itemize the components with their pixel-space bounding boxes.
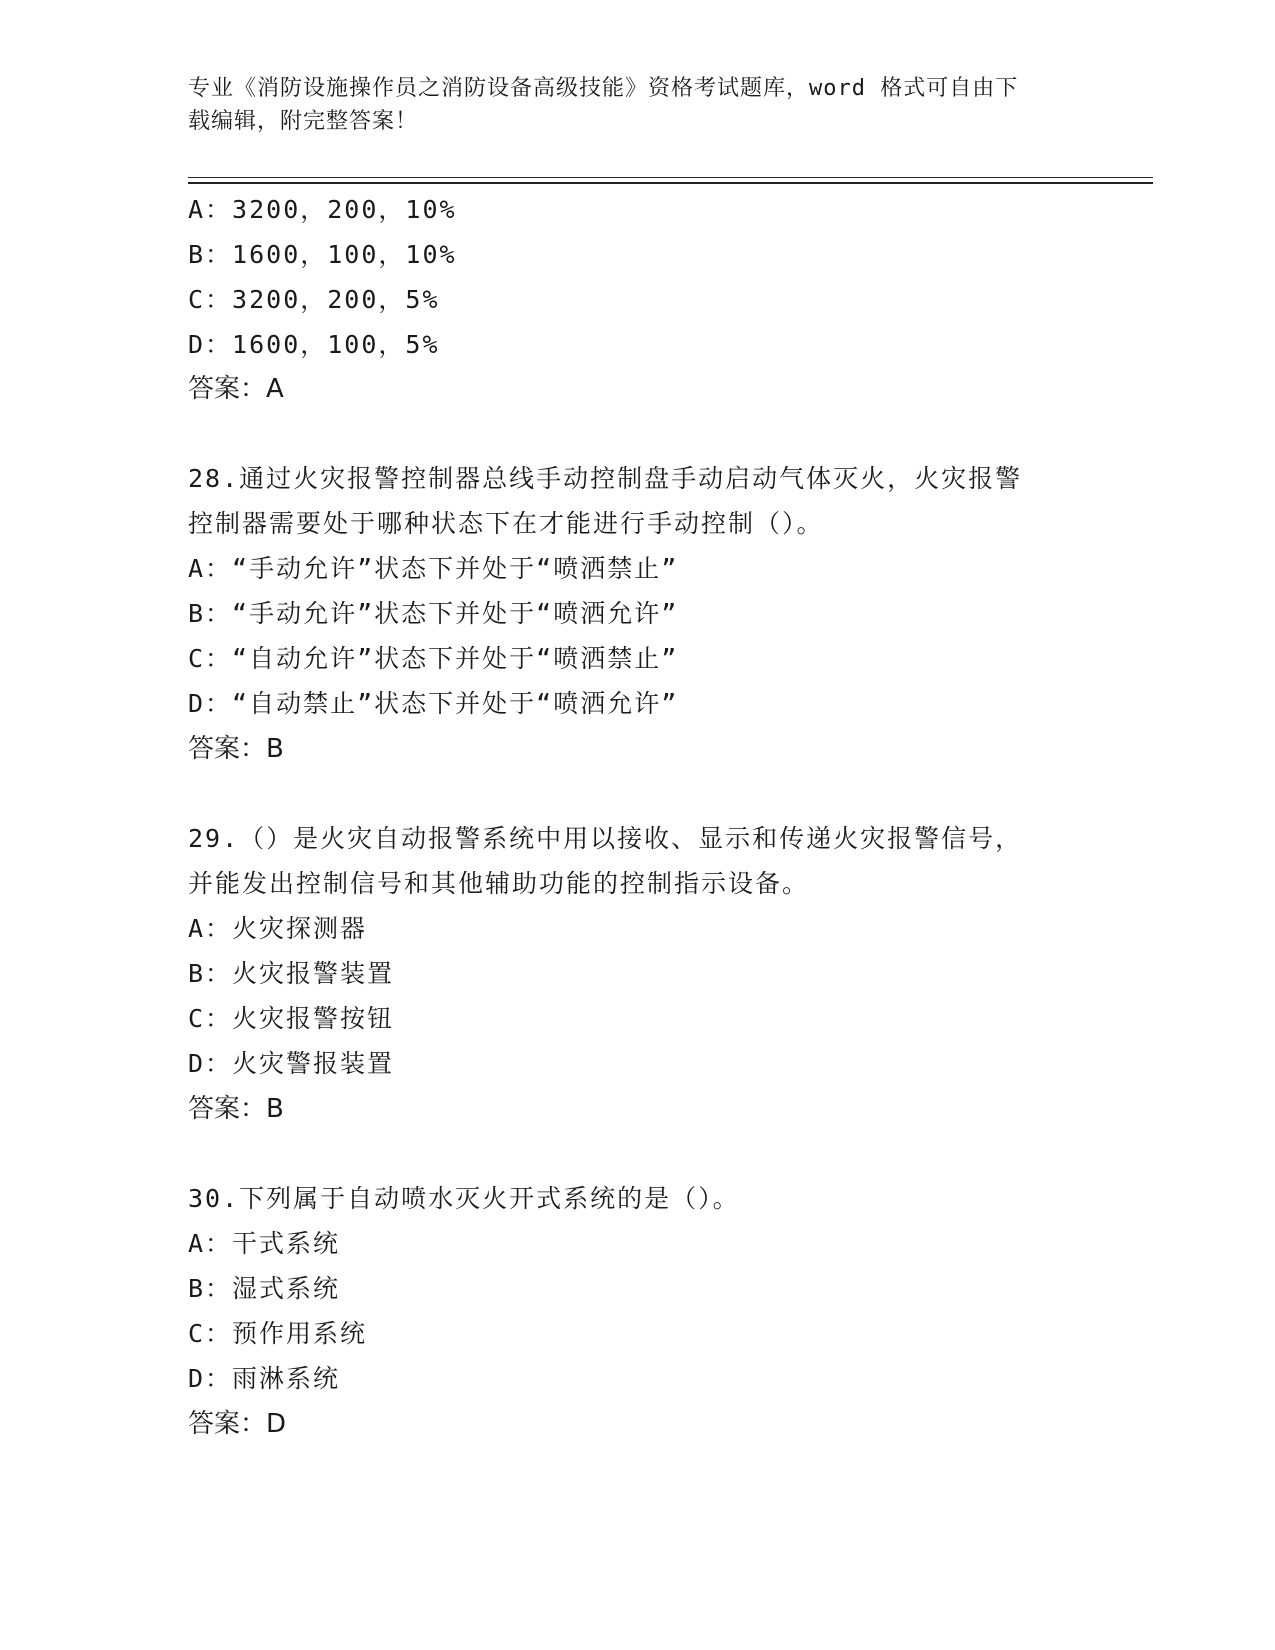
- q27-answer: 答案：A: [188, 374, 284, 404]
- q27-option-c: C：3200，200，5%: [188, 285, 440, 314]
- q28-option-b: B：“手动允许”状态下并处于“喷洒允许”: [188, 599, 679, 628]
- q28-answer: 答案：B: [188, 734, 284, 764]
- q30-option-c: C：预作用系统: [188, 1319, 368, 1348]
- q30-option-b: B：湿式系统: [188, 1274, 341, 1303]
- q30-answer: 答案：D: [188, 1409, 287, 1439]
- q29-answer: 答案：B: [188, 1094, 284, 1124]
- header-line-1: 专业《消防设施操作员之消防设备高级技能》资格考试题库，word 格式可自由下: [188, 76, 1019, 101]
- header-divider-top: [188, 177, 1153, 178]
- q30-option-a: A：干式系统: [188, 1229, 341, 1258]
- q29-option-c: C：火灾报警按钮: [188, 1004, 395, 1033]
- document-header: [188, 72, 1088, 138]
- q27-option-b: B：1600，100，10%: [188, 240, 457, 269]
- q29-stem-line-1: 29.（）是火灾自动报警系统中用以接收、显示和传递火灾报警信号，: [188, 824, 1023, 853]
- q28-stem-line-2: 控制器需要处于哪种状态下在才能进行手动控制（）。: [188, 509, 824, 538]
- header-divider-bottom: [188, 182, 1153, 184]
- q29-option-a: A：火灾探测器: [188, 914, 368, 943]
- q29-option-d: D：火灾警报装置: [188, 1049, 395, 1078]
- q27-option-d: D：1600，100，5%: [188, 330, 440, 359]
- q30-stem-line-1: 30.下列属于自动喷水灭火开式系统的是（）。: [188, 1184, 740, 1213]
- q28-option-d: D：“自动禁止”状态下并处于“喷洒允许”: [188, 689, 679, 718]
- q29-option-b: B：火灾报警装置: [188, 959, 395, 988]
- q29-stem-line-2: 并能发出控制信号和其他辅助功能的控制指示设备。: [188, 869, 810, 898]
- q30-option-d: D：雨淋系统: [188, 1364, 341, 1393]
- q28-option-c: C：“自动允许”状态下并处于“喷洒禁止”: [188, 644, 679, 673]
- header-line-2: 载编辑，附完整答案！: [188, 109, 419, 134]
- q27-option-a: A：3200，200，10%: [188, 195, 457, 224]
- q28-option-a: A：“手动允许”状态下并处于“喷洒禁止”: [188, 554, 679, 583]
- q28-stem-line-1: 28.通过火灾报警控制器总线手动控制盘手动启动气体灭火，火灾报警: [188, 464, 1023, 493]
